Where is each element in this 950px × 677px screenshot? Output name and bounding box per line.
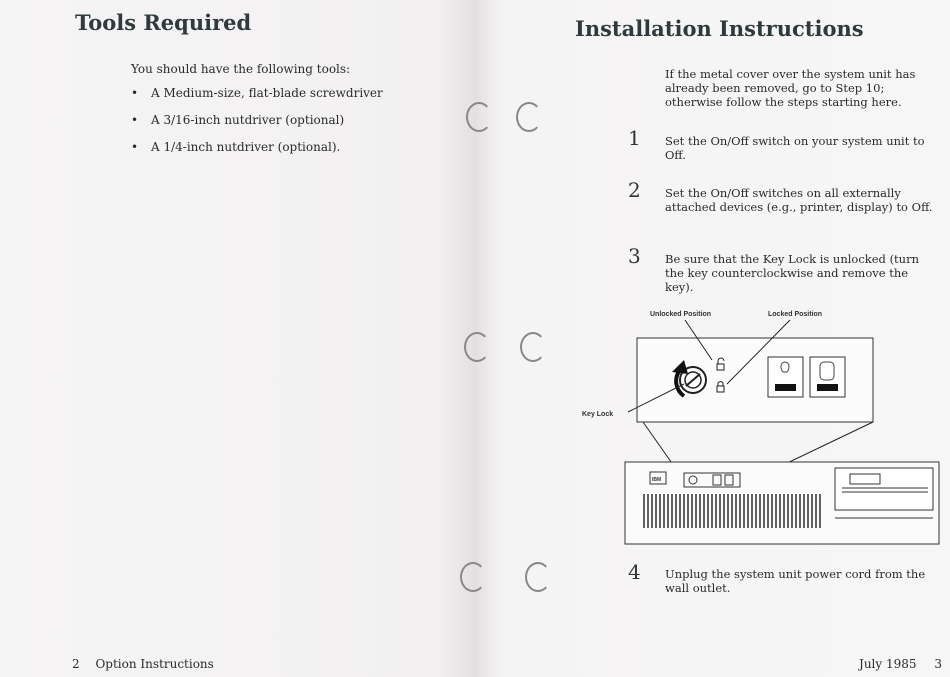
right-footer xyxy=(859,657,942,671)
tool-item: • A Medium-size, flat-blade screwdriver xyxy=(131,86,383,113)
page-number: 3 xyxy=(934,657,942,671)
tool-item: • A 3/16-inch nutdriver (optional) xyxy=(131,113,383,140)
step-text: Set the On/Off switch on your system unit to Off. xyxy=(665,134,925,162)
key-lock-figure xyxy=(580,302,942,548)
step-text: Be sure that the Key Lock is unlocked (turn the key counterclockwise and remove the key). xyxy=(665,252,919,294)
bullet-icon: • xyxy=(131,86,139,100)
tool-item: • A 1/4-inch nutdriver (optional). xyxy=(131,140,383,167)
footer-date: July 1985 xyxy=(859,657,917,671)
footer-title: Option Instructions xyxy=(95,657,214,671)
right-page xyxy=(506,0,950,677)
left-footer xyxy=(72,657,214,671)
page-number: 2 xyxy=(72,657,80,671)
label-locked-position: Locked Position xyxy=(768,311,823,318)
label-unlocked-position: Unlocked Position xyxy=(650,311,712,318)
bullet-icon: • xyxy=(131,140,139,154)
tools-list xyxy=(131,86,383,167)
label-key-lock: Key Lock xyxy=(582,411,614,418)
step-number: 3 xyxy=(628,244,641,268)
step-number: 1 xyxy=(628,126,641,150)
bullet-icon: • xyxy=(131,113,139,127)
installation-heading: Installation Instructions xyxy=(575,16,864,41)
tools-required-heading: Tools Required xyxy=(75,10,252,35)
installation-intro: If the metal cover over the system unit has already been removed, go to Step 10; otherwise follow the steps starting here. xyxy=(665,67,916,109)
brand-logo: IBM xyxy=(652,477,662,483)
step-number: 4 xyxy=(628,560,641,584)
tools-intro: You should have the following tools: xyxy=(131,62,351,76)
step-number: 2 xyxy=(628,178,641,202)
step-text: Unplug the system unit power cord from the wall outlet. xyxy=(665,567,926,595)
step-text: Set the On/Off switches on all externally attached devices (e.g., printer, display) to Off. xyxy=(665,186,933,214)
